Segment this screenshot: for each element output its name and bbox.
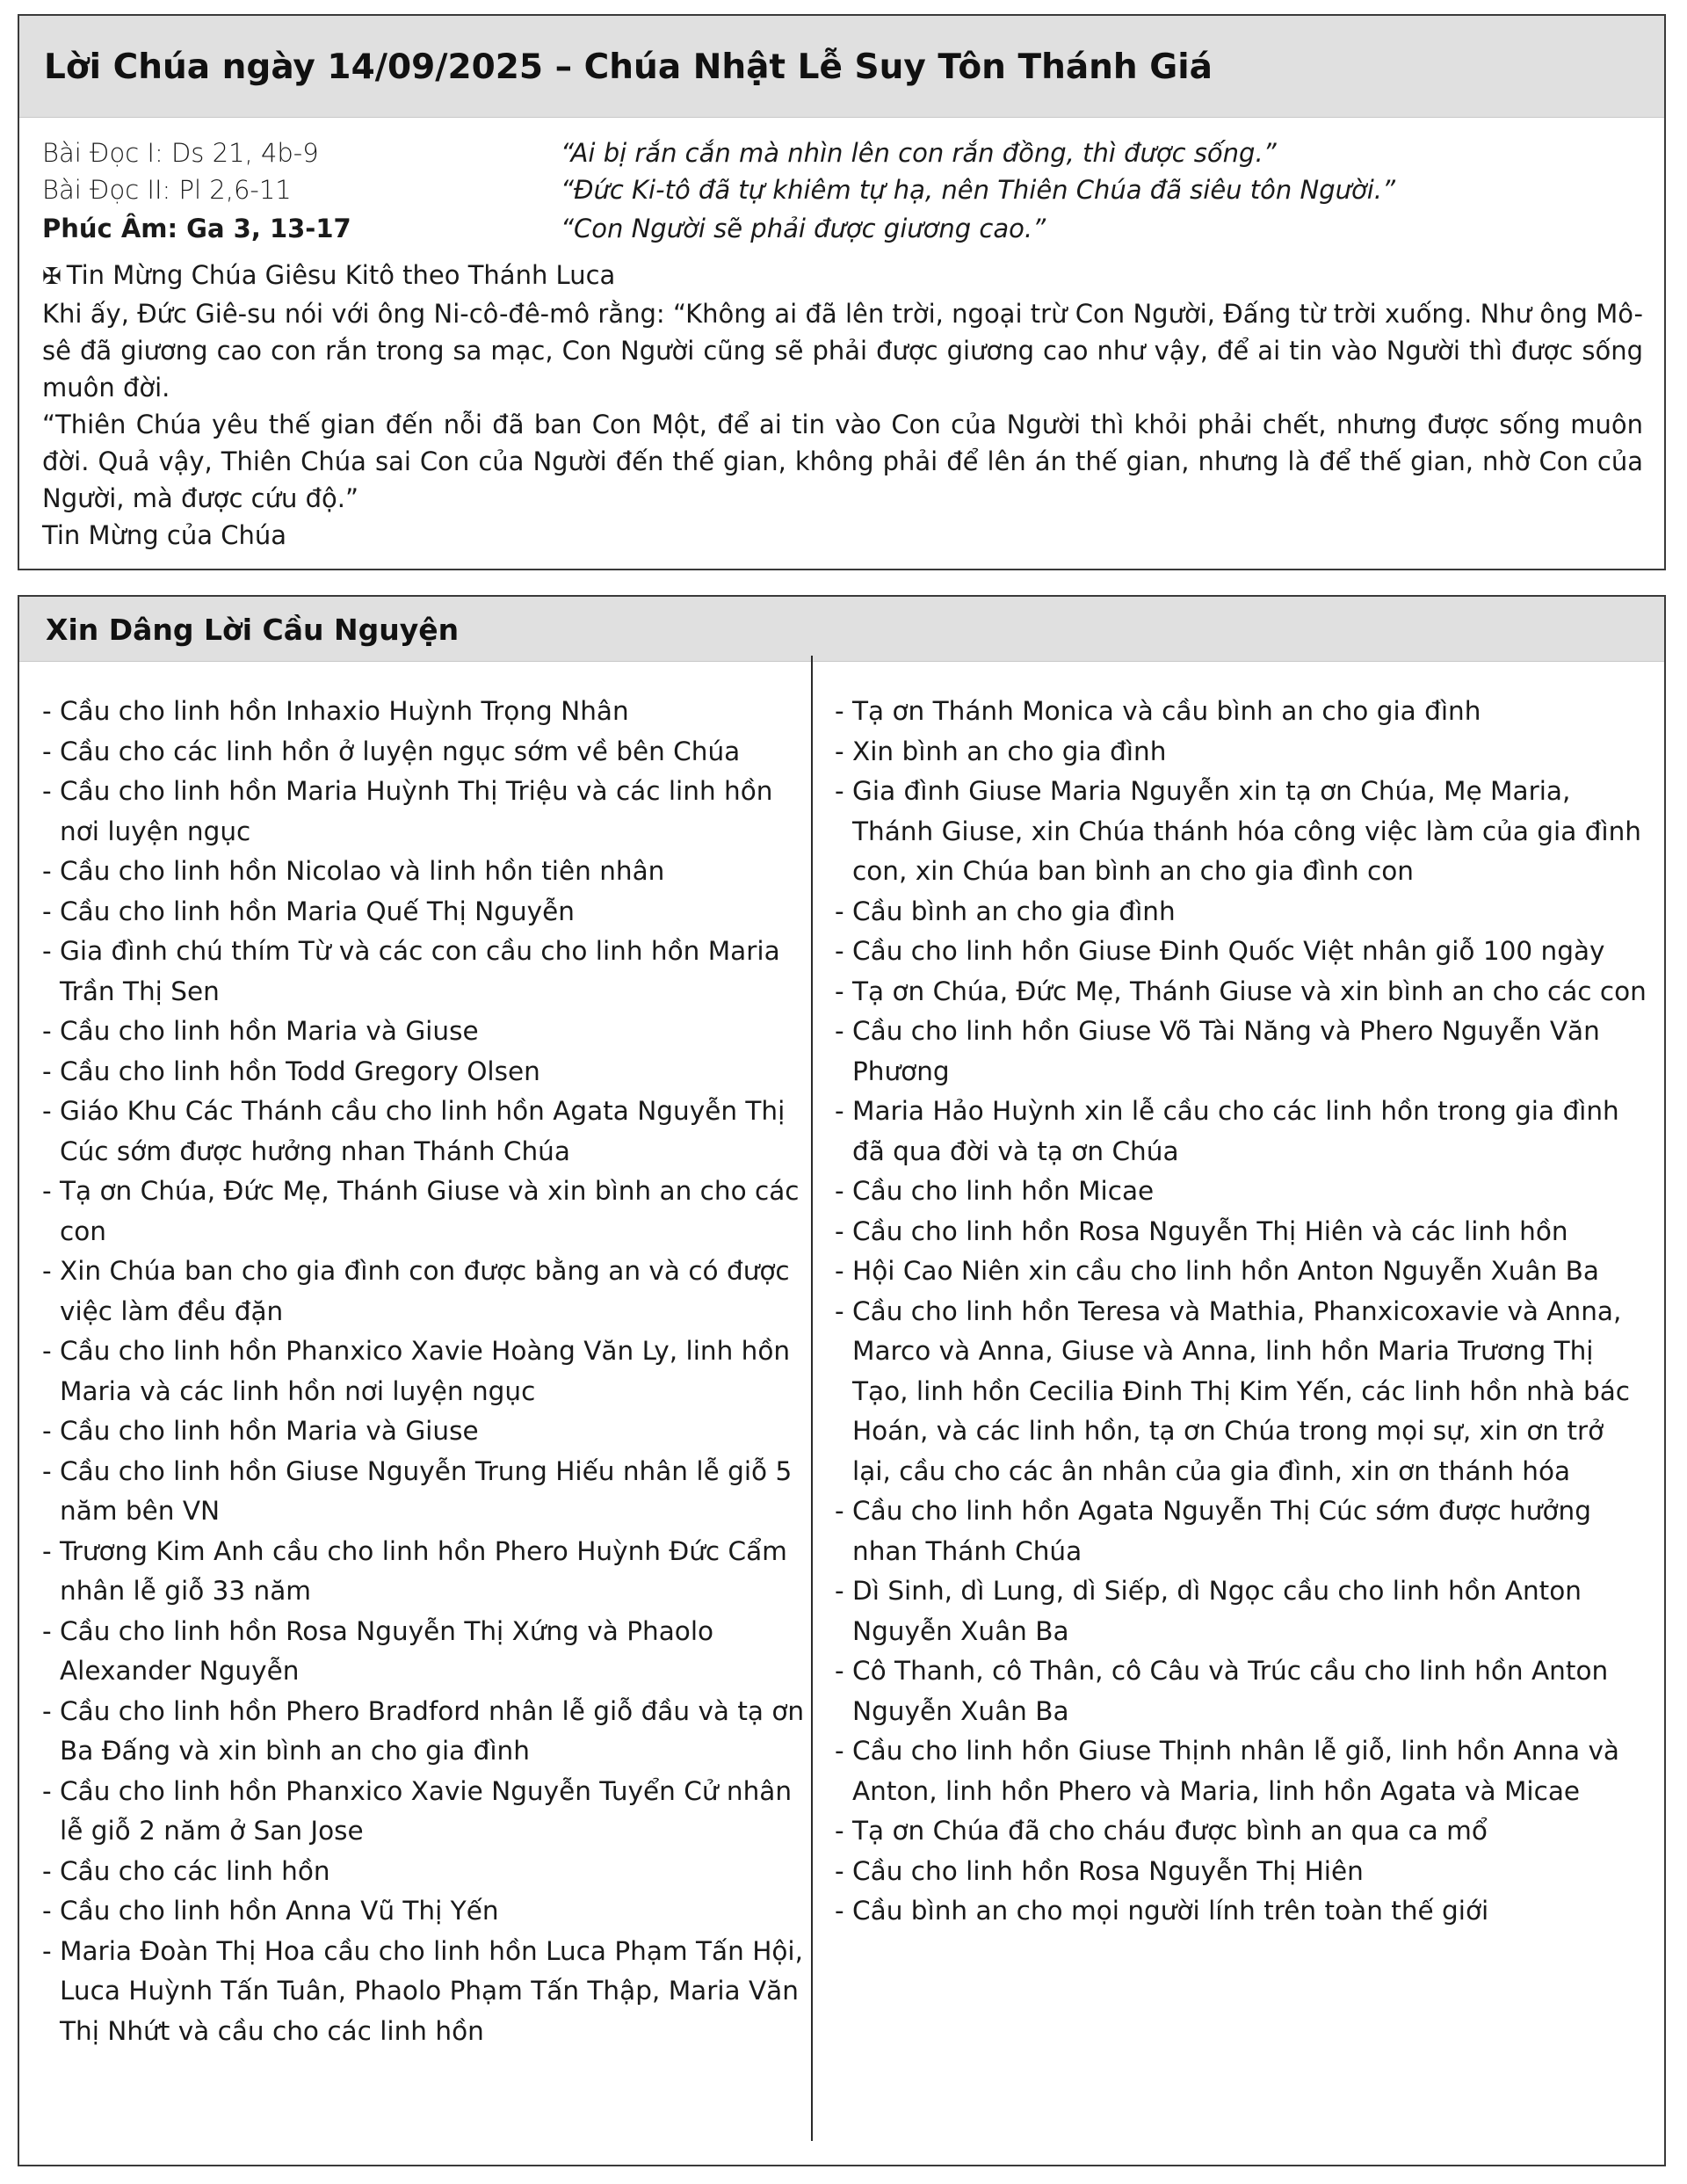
prayer-item: - Cầu cho linh hồn Giuse Đinh Quốc Việt nhân giỗ 100 ngày <box>829 932 1647 972</box>
reference-quote: “Con Người sẽ phải được giương cao.” <box>561 214 1046 243</box>
reference-label: Bài Đọc II: Pl 2,6-11 <box>42 175 292 205</box>
prayer-item: - Cầu cho linh hồn Maria và Giuse <box>37 1411 810 1452</box>
prayer-item: - Cầu cho linh hồn Teresa và Mathia, Phanxicoxavie và Anna, Marco và Anna, Giuse và Anna, linh hồn Maria Trương Thị Tạo, linh hồn Cecilia Đinh Thị Kim Yến, các linh hồn nhà bác Hoán, và các linh hồn, tạ ơn Chúa trong mọi sự, xin ơn trở lại, cầu cho các ân nhân của gia đình, xin ơn thánh hóa <box>829 1292 1647 1492</box>
reference-row <box>42 211 1647 246</box>
prayer-title: Xin Dâng Lời Cầu Nguyện <box>19 597 1664 662</box>
prayer-item: - Cầu cho linh hồn Anna Vũ Thị Yến <box>37 1891 810 1932</box>
prayer-item: - Maria Hảo Huỳnh xin lễ cầu cho các linh hồn trong gia đình đã qua đời và tạ ơn Chúa <box>829 1092 1647 1172</box>
reference-label: Phúc Âm: Ga 3, 13-17 <box>42 214 351 243</box>
prayer-item: - Tạ ơn Thánh Monica và cầu bình an cho gia đình <box>829 692 1647 732</box>
reference-row <box>42 135 1647 171</box>
reference-row <box>42 172 1647 207</box>
prayer-item: - Cầu cho linh hồn Agata Nguyễn Thị Cúc sớm được hưởng nhan Thánh Chúa <box>829 1491 1647 1571</box>
prayer-item: - Gia đình chú thím Từ và các con cầu cho linh hồn Maria Trần Thị Sen <box>37 932 810 1012</box>
prayer-item: - Cầu cho linh hồn Inhaxio Huỳnh Trọng Nhân <box>37 692 810 732</box>
reference-quote: “Ai bị rắn cắn mà nhìn lên con rắn đồng, thì được sống.” <box>561 138 1277 168</box>
prayer-item: - Trương Kim Anh cầu cho linh hồn Phero Huỳnh Đức Cẩm nhân lễ giỗ 33 năm <box>37 1532 810 1612</box>
gospel-paragraph: “Thiên Chúa yêu thế gian đến nỗi đã ban Con Một, để ai tin vào Con của Người thì khỏi phải chết, nhưng được sống muôn đời. Quả vậy, Thiên Chúa sai Con của Người đến thế gian, không phải để lên án thế gian, nhưng là để thế gian, nhờ Con của Người, mà được cứu độ.” <box>42 410 1643 513</box>
prayer-item: - Tạ ơn Chúa, Đức Mẹ, Thánh Giuse và xin bình an cho các con <box>829 972 1647 1012</box>
gospel-heading <box>42 257 1643 295</box>
prayer-list-right <box>829 692 1647 1932</box>
prayer-item: - Cầu cho linh hồn Giuse Nguyễn Trung Hiếu nhân lễ giỗ 5 năm bên VN <box>37 1452 810 1532</box>
reading-references <box>19 135 1664 248</box>
reference-quote: “Đức Ki-tô đã tự khiêm tự hạ, nên Thiên Chúa đã siêu tôn Người.” <box>561 175 1396 205</box>
prayer-item: - Cầu cho linh hồn Phero Bradford nhân lễ giỗ đầu và tạ ơn Ba Đấng và xin bình an cho gia đình <box>37 1692 810 1772</box>
column-divider <box>811 656 813 2141</box>
prayer-item: - Xin Chúa ban cho gia đình con được bằng an và có được việc làm đều đặn <box>37 1252 810 1331</box>
prayer-item: - Cầu cho các linh hồn <box>37 1852 810 1892</box>
prayer-item: - Cầu cho linh hồn Phanxico Xavie Nguyễn Tuyển Cử nhân lễ giỗ 2 năm ở San Jose <box>37 1772 810 1852</box>
prayer-item: - Dì Sinh, dì Lung, dì Siếp, dì Ngọc cầu cho linh hồn Anton Nguyễn Xuân Ba <box>829 1571 1647 1651</box>
reference-label: Bài Đọc I: Ds 21, 4b-9 <box>42 138 319 168</box>
gospel-paragraph: Khi ấy, Đức Giê-su nói với ông Ni-cô-đê-mô rằng: “Không ai đã lên trời, ngoại trừ Con Người, Đấng từ trời xuống. Như ông Mô-sê đã giương cao con rắn trong sa mạc, Con Người cũng sẽ phải được giương cao như vậy, để ai tin vào Người thì được sống muôn đời. <box>42 299 1643 403</box>
prayer-item: - Xin bình an cho gia đình <box>829 732 1647 773</box>
gospel-closing: Tin Mừng của Chúa <box>42 520 286 550</box>
reading-section <box>18 14 1666 570</box>
prayer-item: - Cầu cho linh hồn Rosa Nguyễn Thị Hiên <box>829 1852 1647 1892</box>
prayer-item: - Cầu cho linh hồn Maria Quế Thị Nguyễn <box>37 892 810 932</box>
prayer-item: - Cầu cho linh hồn Phanxico Xavie Hoàng Văn Ly, linh hồn Maria và các linh hồn nơi luyện ngục <box>37 1331 810 1411</box>
prayer-item: - Cầu cho các linh hồn ở luyện ngục sớm về bên Chúa <box>37 732 810 773</box>
prayer-item: - Maria Đoàn Thị Hoa cầu cho linh hồn Luca Phạm Tấn Hội, Luca Huỳnh Tấn Tuân, Phaolo Phạm Tấn Thập, Maria Văn Thị Nhứt và cầu cho các linh hồn <box>37 1932 810 2052</box>
prayer-item: - Cầu cho linh hồn Nicolao và linh hồn tiên nhân <box>37 852 810 892</box>
prayer-item: - Cầu cho linh hồn Giuse Võ Tài Năng và Phero Nguyễn Văn Phương <box>829 1012 1647 1092</box>
prayer-item: - Cầu cho linh hồn Todd Gregory Olsen <box>37 1052 810 1092</box>
gospel-heading-text: Tin Mừng Chúa Giêsu Kitô theo Thánh Luca <box>66 260 616 290</box>
prayer-item: - Tạ ơn Chúa, Đức Mẹ, Thánh Giuse và xin bình an cho các con <box>37 1172 810 1252</box>
prayer-item: - Hội Cao Niên xin cầu cho linh hồn Anton Nguyễn Xuân Ba <box>829 1252 1647 1292</box>
prayer-list-left <box>37 692 810 2051</box>
prayer-item: - Cầu cho linh hồn Rosa Nguyễn Thị Xứng và Phaolo Alexander Nguyễn <box>37 1612 810 1692</box>
prayer-section <box>18 595 1666 2166</box>
prayer-item: - Cầu cho linh hồn Maria Huỳnh Thị Triệu và các linh hồn nơi luyện ngục <box>37 772 810 852</box>
prayer-item: - Cô Thanh, cô Thân, cô Câu và Trúc cầu cho linh hồn Anton Nguyễn Xuân Ba <box>829 1651 1647 1731</box>
prayer-item: - Gia đình Giuse Maria Nguyễn xin tạ ơn Chúa, Mẹ Maria, Thánh Giuse, xin Chúa thánh hóa công việc làm của gia đình con, xin Chúa ban bình an cho gia đình con <box>829 772 1647 892</box>
gospel-text <box>42 257 1643 554</box>
prayer-item: - Cầu bình an cho gia đình <box>829 892 1647 932</box>
cross-icon: ✠ <box>42 264 62 290</box>
prayer-item: - Cầu cho linh hồn Rosa Nguyễn Thị Hiên và các linh hồn <box>829 1212 1647 1252</box>
prayer-item: - Giáo Khu Các Thánh cầu cho linh hồn Agata Nguyễn Thị Cúc sớm được hưởng nhan Thánh Chúa <box>37 1092 810 1172</box>
prayer-item: - Cầu bình an cho mọi người lính trên toàn thế giới <box>829 1891 1647 1932</box>
prayer-item: - Cầu cho linh hồn Maria và Giuse <box>37 1012 810 1052</box>
reading-title: Lời Chúa ngày 14/09/2025 – Chúa Nhật Lễ Suy Tôn Thánh Giá <box>19 16 1664 118</box>
prayer-item: - Cầu cho linh hồn Micae <box>829 1172 1647 1212</box>
prayer-item: - Tạ ơn Chúa đã cho cháu được bình an qua ca mổ <box>829 1811 1647 1852</box>
prayer-item: - Cầu cho linh hồn Giuse Thịnh nhân lễ giỗ, linh hồn Anna và Anton, linh hồn Phero và Maria, linh hồn Agata và Micae <box>829 1731 1647 1811</box>
